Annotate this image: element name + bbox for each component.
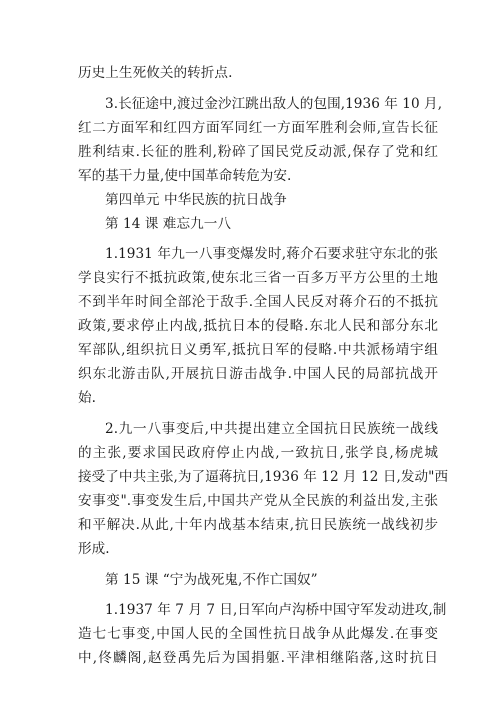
- text-line: 胜利结束.长征的胜利,粉碎了国民党反动派,保存了党和红: [78, 144, 438, 160]
- text-line: 中,佟麟阁,赵登禹先后为国捐躯.平津相继陷落,这时抗日: [78, 650, 438, 666]
- text-line: 始.: [78, 390, 97, 406]
- text-line: 1.1937 年 7 月 7 日,日军向卢沟桥中国守军发动进攻,制: [105, 602, 447, 618]
- text-line: 2.九一八事变后,中共提出建立全国抗日民族统一战线: [105, 421, 438, 437]
- text-line: 历史上生死攸关的转折点.: [78, 65, 233, 81]
- text-line: 红二方面军和红四方面军同红一方面军胜利会师,宣告长征: [78, 120, 438, 136]
- section-heading: 第四单元 中华民族的抗日战争: [105, 192, 287, 208]
- text-line: 接受了中共主张,为了逼蒋抗日,1936 年 12 月 12 日,发动"西: [78, 469, 449, 485]
- text-line: 的主张,要求国民政府停止内战,一致抗日,张学良,杨虎城: [78, 445, 438, 461]
- text-line: 学良实行不抵抗政策,使东北三省一百多万平方公里的土地: [78, 270, 438, 286]
- text-line: 政策,要求停止内战,抵抗日本的侵略.东北人民和部分东北: [78, 318, 438, 334]
- text-line: 造七七事变,中国人民的全国性抗日战争从此爆发.在事变: [78, 626, 438, 642]
- text-line: 3.长征途中,渡过金沙江跳出敌人的包围,1936 年 10 月,: [105, 96, 443, 112]
- text-line: 和平解决.从此,十年内战基本结束,抗日民族统一战线初步: [78, 517, 438, 533]
- lesson-heading: 第 14 课 难忘九一八: [105, 216, 232, 232]
- text-line: 不到半年时间全部沦于敌手.全国人民反对蒋介石的不抵抗: [78, 294, 438, 310]
- text-line: 织东北游击队,开展抗日游击战争.中国人民的局部抗战开: [78, 366, 438, 382]
- text-line: 1.1931 年九一八事变爆发时,蒋介石要求驻守东北的张: [105, 246, 438, 262]
- text-line: 形成.: [78, 541, 110, 557]
- text-line: 安事变".事变发生后,中国共产党从全民族的利益出发,主张: [78, 493, 438, 509]
- lesson-heading: 第 15 课 “宁为战死鬼,不作亡国奴”: [105, 572, 318, 588]
- text-line: 军的基干力量,使中国革命转危为安.: [78, 168, 292, 184]
- text-line: 军部队,组织抗日义勇军,抵抗日军的侵略.中共派杨靖宇组: [78, 342, 438, 358]
